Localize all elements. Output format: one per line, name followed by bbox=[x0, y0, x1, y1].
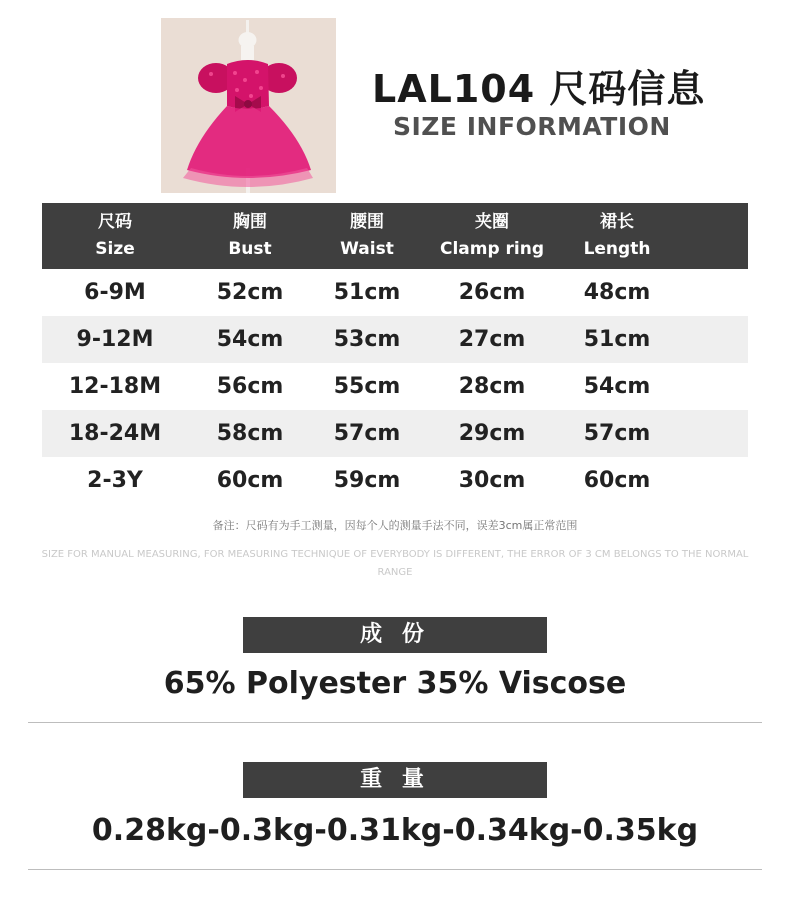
divider bbox=[28, 869, 762, 870]
table-cell: 60cm bbox=[216, 468, 284, 493]
table-cell: 6-9M bbox=[84, 280, 146, 305]
header-en: Length bbox=[583, 239, 651, 259]
weight-label: 重 量 bbox=[243, 762, 547, 798]
header-cn: 腰围 bbox=[350, 212, 384, 232]
divider bbox=[28, 722, 762, 723]
table-cell: 51cm bbox=[333, 280, 401, 305]
table-header-cell bbox=[422, 203, 562, 269]
table-header-spacer bbox=[672, 203, 748, 269]
header-cn: 裙长 bbox=[600, 212, 634, 232]
header-en: Size bbox=[95, 239, 135, 259]
page-title: LAL104 尺码信息 bbox=[372, 67, 706, 111]
table-cell: 56cm bbox=[216, 374, 284, 399]
table-spacer bbox=[672, 269, 748, 316]
header-en: Waist bbox=[340, 239, 394, 259]
table-cell: 54cm bbox=[583, 374, 651, 399]
table-cell: 55cm bbox=[333, 374, 401, 399]
table-cell: 26cm bbox=[458, 280, 526, 305]
measurement-note-en: SIZE FOR MANUAL MEASURING, FOR MEASURING TECHNIQUE OF EVERYBODY IS DIFFERENT, THE ERROR OF 3 CM BELONGS TO THE NORMAL RANGE bbox=[41, 549, 749, 578]
table-row bbox=[42, 457, 748, 504]
table-cell: 29cm bbox=[422, 410, 562, 457]
table-cell: 12-18M bbox=[68, 374, 162, 399]
product-photo bbox=[161, 18, 336, 193]
table-spacer bbox=[672, 316, 748, 363]
table-cell: 58cm bbox=[188, 410, 312, 457]
table-cell: 54cm bbox=[188, 316, 312, 363]
table-header-cell bbox=[188, 203, 312, 269]
table-cell: 2-3Y bbox=[87, 468, 143, 493]
table-header-cell bbox=[312, 203, 422, 269]
header-cn: 夹圈 bbox=[475, 212, 509, 232]
table-header-cell bbox=[562, 203, 672, 269]
table-row bbox=[42, 316, 748, 363]
size-table bbox=[42, 203, 748, 504]
header-cn: 胸围 bbox=[233, 212, 267, 232]
table-cell: 18-24M bbox=[42, 410, 188, 457]
measurement-note-cn: 备注：尺码有为手工测量，因每个人的测量手法不同，误差3cm属正常范围 bbox=[212, 519, 578, 532]
table-row bbox=[42, 363, 748, 410]
table-row bbox=[42, 269, 748, 316]
table-cell: 9-12M bbox=[42, 316, 188, 363]
table-header-row bbox=[42, 203, 748, 269]
header-en: Clamp ring bbox=[439, 239, 545, 259]
table-cell: 52cm bbox=[216, 280, 284, 305]
table-cell: 30cm bbox=[458, 468, 526, 493]
table-cell: 27cm bbox=[422, 316, 562, 363]
table-spacer bbox=[672, 363, 748, 410]
table-row bbox=[42, 410, 748, 457]
table-cell: 60cm bbox=[583, 468, 651, 493]
weight-value: 0.28kg-0.3kg-0.31kg-0.34kg-0.35kg bbox=[91, 813, 699, 848]
header-cn: 尺码 bbox=[98, 212, 132, 232]
table-cell: 53cm bbox=[312, 316, 422, 363]
table-cell: 28cm bbox=[458, 374, 526, 399]
table-cell: 51cm bbox=[562, 316, 672, 363]
table-spacer bbox=[672, 457, 748, 504]
table-cell: 57cm bbox=[562, 410, 672, 457]
composition-value: 65% Polyester 35% Viscose bbox=[163, 666, 627, 701]
pink-tulle-dress-icon bbox=[161, 18, 336, 193]
table-cell: 57cm bbox=[312, 410, 422, 457]
table-spacer bbox=[672, 410, 748, 457]
table-header-cell bbox=[42, 203, 188, 269]
header-en: Bust bbox=[228, 239, 272, 259]
page-subtitle: SIZE INFORMATION bbox=[393, 112, 671, 141]
table-cell: 59cm bbox=[333, 468, 401, 493]
table-cell: 48cm bbox=[583, 280, 651, 305]
composition-label: 成 份 bbox=[243, 617, 547, 653]
